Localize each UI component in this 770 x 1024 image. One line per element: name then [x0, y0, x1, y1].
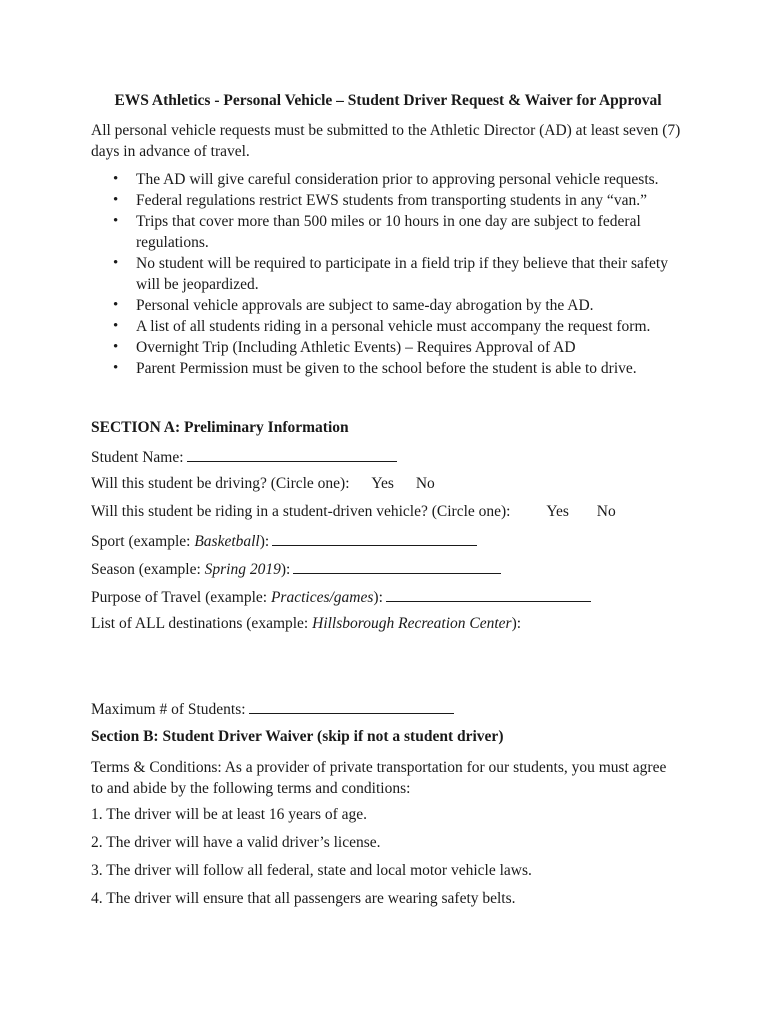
- season-example: Spring 2019: [204, 561, 281, 578]
- riding-yes-option[interactable]: Yes: [546, 503, 569, 520]
- term-item: 3. The driver will follow all federal, state and local motor vehicle laws.: [91, 862, 532, 879]
- purpose-row: [91, 587, 591, 607]
- purpose-field[interactable]: [386, 587, 591, 602]
- sport-example: Basketball: [194, 533, 260, 550]
- sport-row: [91, 531, 477, 551]
- driving-question-row: [91, 475, 435, 493]
- destinations-label-end: ):: [511, 615, 522, 632]
- sport-label: Sport (example:: [91, 533, 195, 550]
- term-item: 1. The driver will be at least 16 years of age.: [91, 806, 368, 823]
- sport-field[interactable]: [272, 531, 477, 546]
- intro-paragraph: All personal vehicle requests must be submitted to the Athletic Director (AD) at least seven (7) days in advance of travel.: [91, 122, 681, 160]
- riding-no-option[interactable]: No: [596, 503, 616, 520]
- driving-no-option[interactable]: No: [415, 475, 435, 492]
- student-name-row: [91, 447, 397, 467]
- policy-bullet: • Overnight Trip (Including Athletic Events) – Requires Approval of AD: [91, 337, 691, 358]
- riding-question-label: Will this student be riding in a student-driven vehicle? (Circle one):: [91, 503, 511, 520]
- policy-bullet: • Personal vehicle approvals are subject to same-day abrogation by the AD.: [91, 295, 691, 316]
- policy-bullet: • No student will be required to participate in a field trip if they believe that their safety will be jeopardized.: [91, 253, 691, 295]
- purpose-label-end: ):: [373, 589, 383, 606]
- student-name-label: Student Name:: [91, 449, 184, 466]
- form-title: EWS Athletics - Personal Vehicle – Student Driver Request & Waiver for Approval: [114, 92, 662, 109]
- season-label: Season (example:: [91, 561, 205, 578]
- policy-bullet: • A list of all students riding in a personal vehicle must accompany the request form.: [91, 316, 691, 337]
- policy-bullet-list: [91, 169, 691, 379]
- policy-bullet: • Parent Permission must be given to the school before the student is able to drive.: [91, 358, 691, 379]
- term-item: 2. The driver will have a valid driver’s license.: [91, 834, 381, 851]
- season-row: [91, 559, 501, 579]
- season-label-end: ):: [280, 561, 291, 578]
- term-item: 4. The driver will ensure that all passengers are wearing safety belts.: [91, 890, 516, 907]
- max-students-row: [91, 699, 454, 719]
- terms-paragraph: Terms & Conditions: As a provider of private transportation for our students, you must agree to and abide by the following terms and conditions:: [91, 759, 667, 797]
- section-b-heading: Section B: Student Driver Waiver (skip if not a student driver): [91, 728, 504, 745]
- purpose-label: Purpose of Travel (example:: [91, 589, 271, 606]
- policy-bullet: • The AD will give careful consideration prior to approving personal vehicle requests.: [91, 169, 691, 190]
- policy-bullet: • Trips that cover more than 500 miles or 10 hours in one day are subject to federal regulations.: [91, 211, 691, 253]
- section-a-heading: SECTION A: Preliminary Information: [91, 419, 349, 436]
- destinations-label: List of ALL destinations (example:: [91, 615, 313, 632]
- purpose-example: Practices/games: [270, 589, 374, 606]
- policy-bullet: • Federal regulations restrict EWS students from transporting students in any “van.”: [91, 190, 691, 211]
- sport-label-end: ):: [259, 533, 270, 550]
- destinations-example: Hillsborough Recreation Center: [312, 615, 512, 632]
- driving-yes-option[interactable]: Yes: [371, 475, 394, 492]
- destinations-row: [91, 615, 521, 633]
- riding-question-row: [91, 503, 616, 521]
- max-students-field[interactable]: [249, 699, 454, 714]
- student-name-field[interactable]: [187, 447, 397, 462]
- season-field[interactable]: [293, 559, 501, 574]
- driving-question-label: Will this student be driving? (Circle one):: [91, 475, 350, 492]
- max-students-label: Maximum # of Students:: [91, 701, 246, 718]
